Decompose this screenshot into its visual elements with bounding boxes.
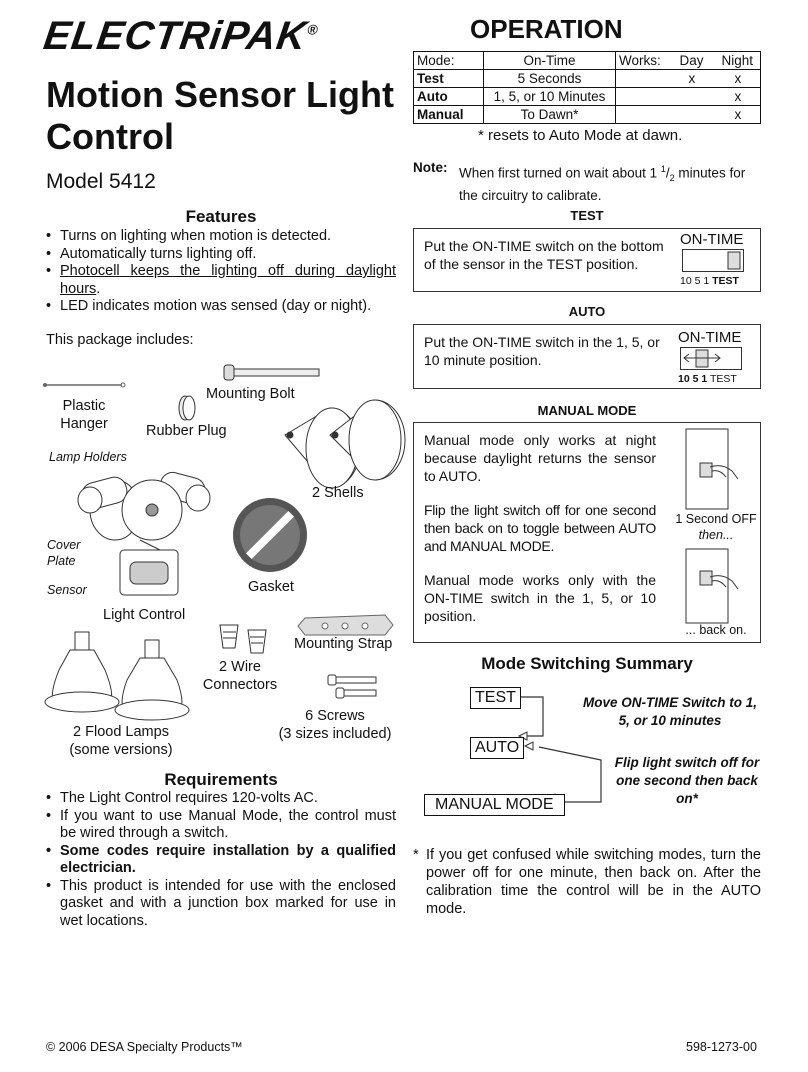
manual-paragraph-1: Manual mode only works at night because daylight returns the sensor to AUTO.: [424, 432, 656, 484]
label-six-screws: [270, 707, 400, 743]
features-heading: Features: [185, 207, 257, 226]
operation-footnote: * resets to Auto Mode at dawn.: [478, 127, 683, 144]
table-header-cell: Day: [679, 53, 704, 68]
model-number: Model 5412: [46, 170, 156, 193]
feature-item: • Turns on lighting when motion is detected.: [46, 228, 396, 246]
table-header-cell: Night: [721, 53, 754, 68]
wire-connectors-drawing: [220, 625, 266, 653]
table-cell-on-time: To Dawn*: [484, 106, 616, 124]
summary-instruction-2: Flip light switch off for one second then back on*: [614, 755, 760, 806]
note-label: Note:: [413, 160, 448, 175]
table-row: [414, 70, 761, 88]
test-heading: TEST: [570, 208, 604, 223]
manual-paragraph-2: Flip the light switch off for one second then back on to toggle between AUTO and MANUAL MODE.: [424, 502, 656, 554]
caption1b-text: then...: [698, 528, 734, 542]
switch-test-text: TEST: [709, 373, 737, 385]
table-row: [414, 106, 761, 124]
confused-note-star: *: [413, 847, 419, 863]
switch-positions-text: 10 5 1: [678, 373, 708, 385]
operation-table: [413, 51, 761, 124]
note-frac-den: 2: [669, 173, 675, 184]
switch-test-text: TEST: [712, 275, 739, 287]
plastic-hanger-drawing: [43, 383, 125, 387]
table-row: [414, 88, 761, 106]
switch-positions-text: 10 5 1: [680, 275, 710, 287]
mode-test-box: TEST: [470, 687, 521, 709]
confused-note-text: If you get confused while switching modes, turn the power off for one minute, then back on. After the calibration time the control will be in the AUTO mode.: [426, 847, 761, 917]
operation-heading: OPERATION: [470, 14, 623, 44]
footer-copyright: © 2006 DESA Specialty Products™: [46, 1040, 243, 1054]
label-mounting-bolt: Mounting Bolt: [206, 386, 295, 402]
note-text-b: minutes for the circuitry to calibrate.: [459, 165, 746, 204]
screws-drawing: [328, 675, 376, 698]
auto-box: [413, 324, 761, 389]
note-frac-num: 1: [660, 164, 666, 174]
table-cell-works: [616, 70, 761, 88]
auto-switch-positions: [678, 373, 737, 385]
requirement-item: • The Light Control requires 120-volts AC.: [46, 790, 396, 808]
table-header-cell: On-Time: [484, 52, 616, 70]
auto-heading: AUTO: [568, 304, 606, 319]
feature-item: • LED indicates motion was sensed (day or night).: [46, 298, 396, 316]
table-cell-night: x: [734, 89, 742, 104]
mode-auto-box: AUTO: [470, 737, 524, 759]
table-cell-mode: Manual: [414, 106, 484, 124]
label-rubber-plug: Rubber Plug: [146, 423, 227, 439]
label-two-shells: 2 Shells: [312, 485, 364, 501]
light-switch-off-icon: [682, 427, 742, 511]
feature-item: [46, 263, 396, 298]
requirements-list: [46, 790, 396, 930]
table-header-works: [616, 52, 761, 70]
label-plastic-hanger: Plastic Hanger: [60, 398, 108, 432]
table-cell-works: [616, 106, 761, 124]
registered-mark: ®: [306, 21, 321, 38]
label-wire-connectors: 2 Wire Connectors: [202, 659, 278, 693]
caption-one-second-off: [670, 511, 762, 543]
requirements-heading: Requirements: [164, 770, 278, 789]
label-lamp-holders: Lamp Holders: [49, 450, 127, 464]
six-screws-note: (3 sizes included): [278, 726, 392, 742]
features-list: [46, 228, 396, 316]
auto-switch-icon: [680, 347, 742, 371]
label-cover-plate: Cover Plate: [47, 538, 81, 568]
feature-item: • Automatically turns lighting off.: [46, 246, 396, 264]
footer-part-number: 598-1273-00: [686, 1040, 757, 1054]
page-title: Motion Sensor Light Control: [46, 74, 394, 157]
table-cell-on-time: 1, 5, or 10 Minutes: [484, 88, 616, 106]
requirement-item: • This product is intended for use with the enclosed gasket and with a junction box marked for use in wet locations.: [46, 878, 396, 931]
caption1-text: 1 Second OFF: [675, 512, 757, 526]
test-switch-label: ON-TIME: [680, 231, 744, 248]
mode-manual-box: MANUAL MODE: [424, 794, 565, 816]
shells-drawing: [285, 400, 405, 488]
label-gasket: Gasket: [248, 579, 294, 595]
auto-text: Put the ON-TIME switch in the 1, 5, or 10 minute position.: [424, 334, 660, 368]
summary-instruction-1: Move ON-TIME Switch to 1, 5, or 10 minutes: [582, 695, 757, 728]
test-switch-icon: [682, 249, 744, 273]
logo-text: ELECTRiPAK: [40, 14, 310, 58]
light-control-drawing: [78, 470, 210, 595]
package-intro: This package includes:: [46, 332, 194, 348]
label-mounting-strap: Mounting Strap: [294, 636, 393, 652]
label-light-control: Light Control: [103, 607, 186, 623]
table-cell-works: [616, 88, 761, 106]
mounting-strap-drawing: [298, 615, 393, 635]
six-screws-text: 6 Screws: [305, 708, 365, 724]
table-cell-night: x: [734, 71, 742, 86]
requirement-item: • If you want to use Manual Mode, the control must be wired through a switch.: [46, 808, 396, 843]
table-header-cell: Works:: [619, 53, 661, 68]
table-cell-mode: Test: [414, 70, 484, 88]
flood-lamps-text: 2 Flood Lamps: [73, 724, 169, 740]
caption-back-on: ... back on.: [685, 623, 747, 637]
test-box: [413, 228, 761, 292]
table-header-cell: Mode:: [414, 52, 484, 70]
table-cell-night: x: [734, 107, 742, 122]
feature-item-underlined: Photocell keeps the lighting off during daylight hours: [60, 263, 396, 297]
mounting-bolt-drawing: [224, 365, 319, 380]
table-header-row: [414, 52, 761, 70]
flood-lamps-drawing: [45, 632, 189, 720]
label-sensor: Sensor: [47, 583, 87, 597]
feature-item-suffix: .: [96, 280, 101, 297]
note-text: When first turned on wait about 1 $^1/_2$ minutes for the circuitry to calibrate.: [459, 164, 746, 204]
light-switch-on-icon: [682, 547, 742, 625]
manual-heading: MANUAL MODE: [537, 403, 637, 418]
brand-logo: [41, 14, 321, 59]
summary-heading: Mode Switching Summary: [481, 654, 693, 673]
test-switch-positions: [680, 275, 739, 287]
flood-lamps-note: (some versions): [69, 742, 173, 758]
test-text: Put the ON-TIME switch on the bottom of the sensor in the TEST position.: [424, 238, 664, 272]
note-text-a: When first turned on wait about 1: [459, 165, 661, 181]
table-cell-mode: Auto: [414, 88, 484, 106]
requirement-item-bold: • Some codes require installation by a qualified electrician.: [46, 843, 396, 878]
manual-paragraph-3: Manual mode works only with the ON-TIME switch in the 1, 5, or 10 position.: [424, 572, 656, 624]
rubber-plug-drawing: [179, 396, 195, 420]
label-flood-lamps: [56, 723, 186, 759]
table-cell-on-time: 5 Seconds: [484, 70, 616, 88]
table-cell-day: x: [688, 71, 696, 86]
auto-switch-label: ON-TIME: [678, 329, 742, 346]
manual-box: [413, 422, 761, 643]
gasket-drawing: [233, 498, 307, 572]
